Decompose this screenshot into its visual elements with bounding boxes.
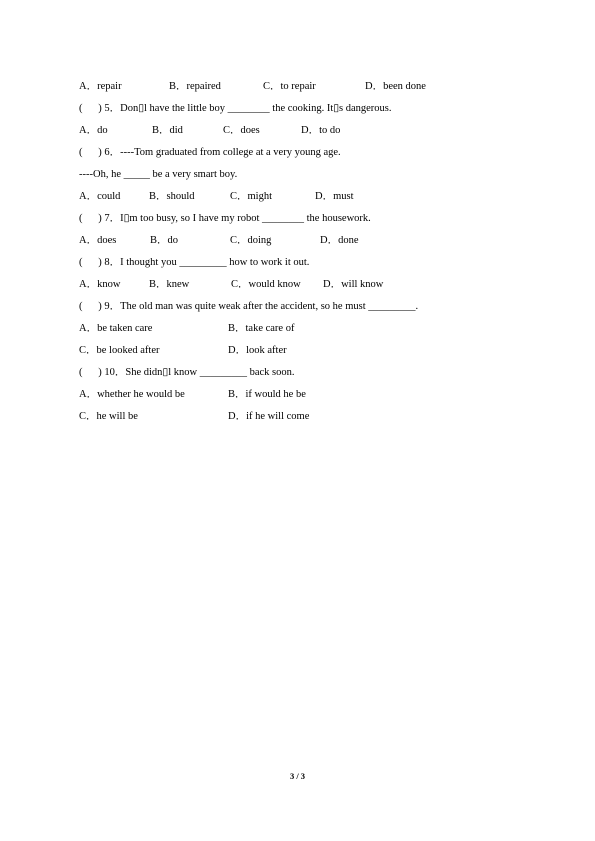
- q8-option-a: A．know: [79, 279, 121, 290]
- q4-option-a: A．repair: [79, 81, 122, 92]
- q10-stem: ( ) 10．She didn▯l know _________ back soon.: [79, 367, 295, 378]
- q7-option-b: B．do: [150, 235, 179, 246]
- q5-option-c: C．does: [223, 125, 260, 136]
- q7-stem: ( ) 7．I▯m too busy, so I have my robot ________ the housework.: [79, 213, 371, 224]
- q8-option-c: C．would know: [231, 279, 301, 290]
- q4-option-d: D．been done: [365, 81, 426, 92]
- q6-option-d: D．must: [315, 191, 354, 202]
- q5-option-b: B．did: [152, 125, 183, 136]
- q9-stem: ( ) 9．The old man was quite weak after the accident, so he must _________.: [79, 301, 419, 312]
- q10-option-a: A．whether he would be: [79, 389, 185, 400]
- q6-option-a: A．could: [79, 191, 121, 202]
- q5-option-a: A．do: [79, 125, 108, 136]
- q5-option-d: D．to do: [301, 125, 341, 136]
- q9-option-a: A．be taken care: [79, 323, 153, 334]
- q8-option-b: B．knew: [149, 279, 190, 290]
- q4-option-b: B．repaired: [169, 81, 221, 92]
- q7-option-a: A．does: [79, 235, 117, 246]
- q9-option-b: B．take care of: [228, 323, 295, 334]
- q6-stem: ( ) 6．----Tom graduated from college at a very young age.: [79, 147, 341, 158]
- q7-option-d: D．done: [320, 235, 359, 246]
- q9-option-d: D．look after: [228, 345, 287, 356]
- q10-option-d: D．if he will come: [228, 411, 310, 422]
- q9-option-c: C．be looked after: [79, 345, 160, 356]
- q6-stem-reply: ----Oh, he _____ be a very smart boy.: [79, 169, 238, 180]
- q6-option-c: C．might: [230, 191, 273, 202]
- q8-stem: ( ) 8．I thought you _________ how to work it out.: [79, 257, 310, 268]
- page-number: 3 / 3: [289, 771, 306, 781]
- q5-stem: ( ) 5．Don▯l have the little boy ________ the cooking. It▯s dangerous.: [79, 103, 392, 114]
- q6-option-b: B．should: [149, 191, 195, 202]
- q7-option-c: C．doing: [230, 235, 272, 246]
- q8-option-d: D．will know: [323, 279, 384, 290]
- q10-option-b: B．if would he be: [228, 389, 306, 400]
- q10-option-c: C．he will be: [79, 411, 138, 422]
- q4-option-c: C．to repair: [263, 81, 316, 92]
